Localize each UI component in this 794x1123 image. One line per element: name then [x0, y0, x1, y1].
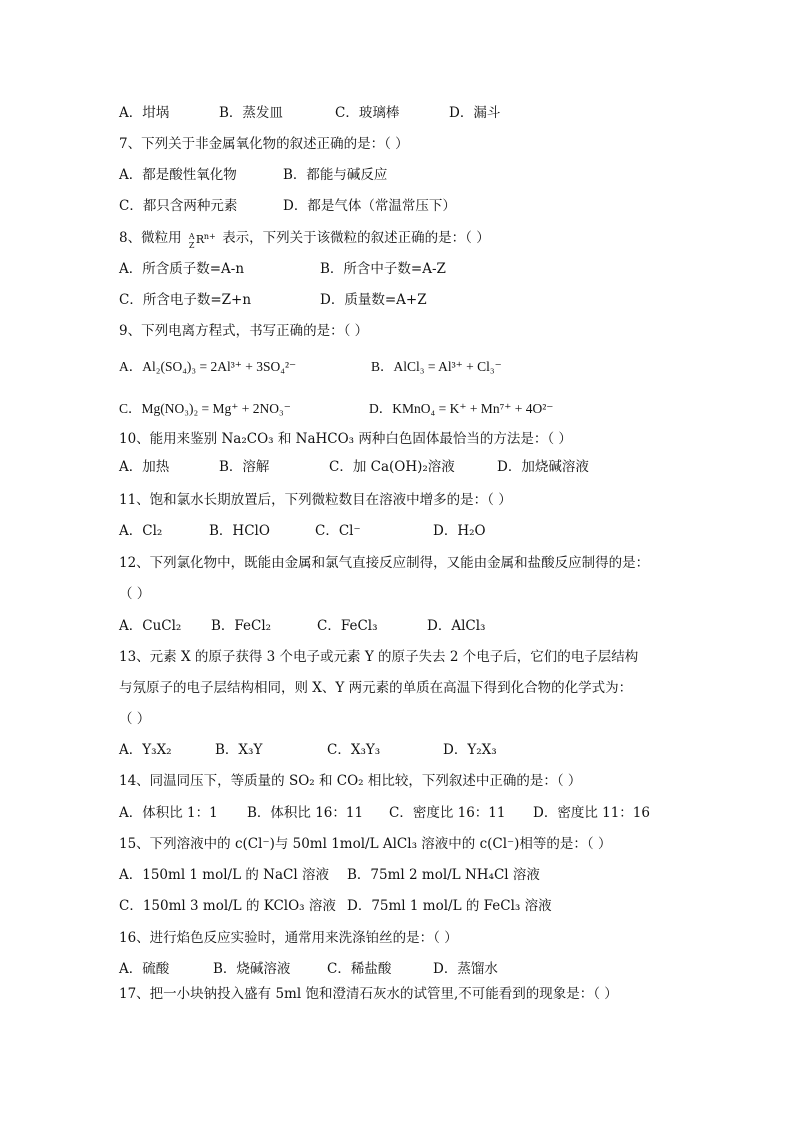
q11-option-b: B．HClO — [209, 523, 270, 539]
q10-option-a: A．加热 — [119, 459, 170, 475]
q11-option-c: C．Cl⁻ — [315, 523, 361, 539]
q16-option-d: D．蒸馏水 — [433, 961, 498, 977]
q7-option-a: A．都是酸性氧化物 — [119, 167, 237, 183]
q12-option-d: D．AlCl₃ — [427, 618, 486, 634]
q13-option-a: A．Y₃X₂ — [119, 742, 172, 758]
q9-option-a-label: A． — [119, 359, 143, 374]
q8-option-c: C．所含电子数=Z+n — [119, 292, 252, 308]
q9-stem: 9、下列电离方程式，书写正确的是：（ ） — [119, 323, 369, 339]
q14-option-a: A．体积比 1：1 — [119, 805, 218, 821]
q13-stem-line1: 13、元素 X 的原子获得 3 个电子或元素 Y 的原子失去 2 个电子后，它们的电子层结构 — [119, 649, 639, 665]
q12-option-c: C．FeCl₃ — [317, 618, 378, 634]
q7-option-d: D．都是气体（常温常压下） — [283, 198, 456, 214]
q9-option-b-label: B． — [371, 359, 394, 374]
q12-paren: （ ） — [119, 586, 151, 602]
q8-stem-post: 表示，下列关于该微粒的叙述正确的是：（ ） — [222, 230, 490, 246]
q8-option-a: A．所含质子数=A-n — [119, 261, 245, 277]
q11-option-a: A．Cl₂ — [119, 523, 163, 539]
q9-option-d-equation: KMnO₄ = K⁺ + Mn⁷⁺ + 4O²⁻ — [392, 401, 554, 416]
nuclide-symbol — [186, 229, 218, 250]
q14-option-d: D．密度比 11：16 — [533, 805, 650, 821]
q12-option-b: B．FeCl₂ — [211, 618, 272, 634]
q6-options — [119, 104, 500, 122]
q12-option-a: A．CuCl₂ — [119, 618, 182, 634]
q16-option-b: B．烧碱溶液 — [213, 961, 291, 977]
q9-option-b-equation: AlCl₃ = Al³⁺ + Cl₃⁻ — [393, 359, 502, 374]
q13-option-b: B．X₃Y — [215, 742, 263, 758]
q16-stem: 16、进行焰色反应实验时，通常用来洗涤铂丝的是：（ ） — [119, 930, 458, 946]
q9-options-row2 — [119, 400, 553, 418]
q10-option-c: C．加 Ca(OH)₂溶液 — [329, 459, 455, 475]
mass-number: A — [188, 232, 195, 241]
q12-options — [119, 617, 485, 635]
q7-stem: 7、下列关于非金属氧化物的叙述正确的是：（ ） — [119, 136, 409, 152]
q9-option-d-label: D． — [369, 401, 393, 416]
q7-options-row2 — [119, 197, 456, 215]
q7-option-b: B．都能与碱反应 — [283, 167, 388, 183]
q15-options-row1 — [119, 866, 540, 884]
element-symbol: R — [195, 233, 205, 246]
q8-stem-pre: 8、微粒用 — [119, 230, 182, 246]
q9-option-a-equation: Al₂(SO₄)₃ = 2Al³⁺ + 3SO₄²⁻ — [142, 359, 297, 374]
q10-option-d: D．加烧碱溶液 — [497, 459, 589, 475]
q15-options-row2 — [119, 897, 552, 915]
q13-stem-line2: 与氖原子的电子层结构相同，则 X、Y 两元素的单质在高温下得到化合物的化学式为： — [119, 680, 633, 696]
q8-options-row2 — [119, 291, 427, 309]
q11-options — [119, 522, 486, 540]
q16-options — [119, 960, 498, 978]
q15-option-c: C．150ml 3 mol/L 的 KClO₃ 溶液 — [119, 898, 336, 914]
ion-charge: n+ — [203, 232, 216, 241]
q6-option-d: D．漏斗 — [449, 105, 501, 121]
q13-option-c: C．X₃Y₃ — [327, 742, 381, 758]
q10-option-b: B．溶解 — [219, 459, 270, 475]
q14-option-c: C．密度比 16：11 — [389, 805, 506, 821]
q11-option-d: D．H₂O — [433, 523, 486, 539]
q8-options-row1 — [119, 260, 446, 278]
q10-stem: 10、能用来鉴别 Na₂CO₃ 和 NaHCO₃ 两种白色固体最恰当的方法是：（ ） — [119, 431, 572, 447]
q7-options-row1 — [119, 166, 387, 184]
q13-option-d: D．Y₂X₃ — [443, 742, 497, 758]
q15-option-a: A．150ml 1 mol/L 的 NaCl 溶液 — [119, 867, 329, 883]
q14-option-b: B．体积比 16：11 — [247, 805, 364, 821]
q11-stem: 11、饱和氯水长期放置后，下列微粒数目在溶液中增多的是：（ ） — [119, 492, 512, 508]
q9-options-row1 — [119, 358, 502, 376]
q9-option-c-label: C． — [119, 401, 142, 416]
q7-option-c: C．都只含两种元素 — [119, 198, 238, 214]
q8-option-b: B．所含中子数=A-Z — [320, 261, 446, 277]
q15-stem: 15、下列溶液中的 c(Cl⁻)与 50ml 1mol/L AlCl₃ 溶液中的 c(Cl⁻)相等的是：（ ） — [119, 836, 612, 852]
q6-option-c: C．玻璃棒 — [335, 105, 400, 121]
q16-option-a: A．硫酸 — [119, 961, 170, 977]
q14-options — [119, 804, 650, 822]
q17-stem: 17、把一小块钠投入盛有 5ml 饱和澄清石灰水的试管里,不可能看到的现象是：（ ） — [119, 986, 618, 1002]
q16-option-c: C．稀盐酸 — [327, 961, 392, 977]
q12-stem: 12、下列氯化物中，既能由金属和氯气直接反应制得，又能由金属和盐酸反应制得的是： — [119, 555, 650, 571]
q15-option-d: D．75ml 1 mol/L 的 FeCl₃ 溶液 — [347, 898, 552, 914]
q6-option-b: B．蒸发皿 — [219, 105, 283, 121]
q10-options — [119, 458, 589, 476]
q13-paren: （ ） — [119, 711, 151, 727]
q13-options — [119, 741, 497, 759]
q15-option-b: B．75ml 2 mol/L NH₄Cl 溶液 — [347, 867, 540, 883]
atomic-number: Z — [188, 241, 195, 250]
q9-option-c-equation: Mg(NO₃)₂ = Mg⁺ + 2NO₃⁻ — [141, 401, 291, 416]
q14-stem: 14、同温同压下，等质量的 SO₂ 和 CO₂ 相比较，下列叙述中正确的是：（ ） — [119, 773, 582, 789]
q8-stem — [119, 229, 490, 250]
q8-option-d: D．质量数=A+Z — [320, 292, 427, 308]
q6-option-a: A．坩埚 — [119, 105, 170, 121]
